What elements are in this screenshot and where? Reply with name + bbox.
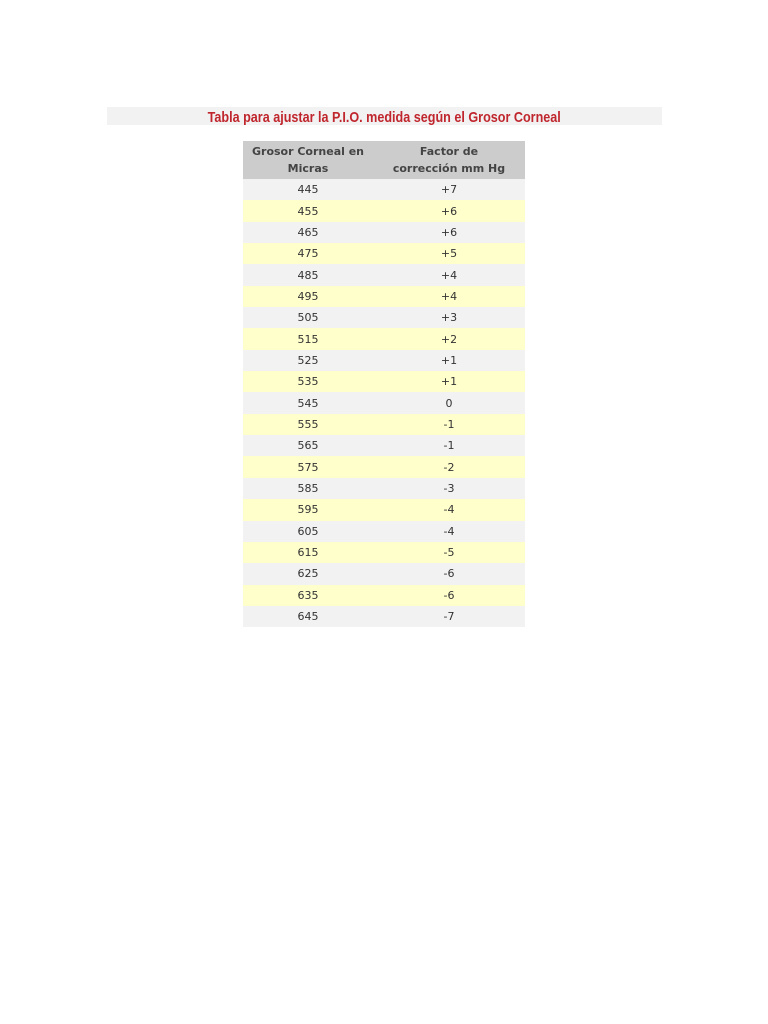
header-factor-line2: corrección mm Hg <box>392 162 506 175</box>
table-row <box>243 414 525 435</box>
table-row <box>243 435 525 456</box>
cell-grosor: 605 <box>243 521 373 542</box>
cell-factor: +1 <box>373 371 525 392</box>
cell-grosor: 555 <box>243 414 373 435</box>
table-header <box>243 141 525 179</box>
table-row <box>243 179 525 200</box>
cell-grosor: 545 <box>243 392 373 413</box>
cell-factor: +2 <box>373 328 525 349</box>
cell-grosor: 625 <box>243 563 373 584</box>
cell-factor: +7 <box>373 179 525 200</box>
table-row <box>243 478 525 499</box>
table-row <box>243 307 525 328</box>
cell-factor: +6 <box>373 200 525 221</box>
cell-grosor: 535 <box>243 371 373 392</box>
cell-factor: 0 <box>373 392 525 413</box>
header-factor <box>373 141 525 179</box>
cell-grosor: 505 <box>243 307 373 328</box>
cell-grosor: 635 <box>243 585 373 606</box>
cell-factor: -5 <box>373 542 525 563</box>
table-row <box>243 606 525 627</box>
table-row <box>243 200 525 221</box>
table-row <box>243 222 525 243</box>
cell-grosor: 595 <box>243 499 373 520</box>
cell-grosor: 495 <box>243 286 373 307</box>
header-factor-line1: Factor de <box>419 145 479 158</box>
cell-factor: +4 <box>373 264 525 285</box>
correction-table-container <box>243 141 525 627</box>
cell-grosor: 465 <box>243 222 373 243</box>
table-row <box>243 243 525 264</box>
cell-factor: -4 <box>373 499 525 520</box>
cell-grosor: 485 <box>243 264 373 285</box>
cell-factor: +4 <box>373 286 525 307</box>
cell-factor: -1 <box>373 435 525 456</box>
cell-factor: +3 <box>373 307 525 328</box>
table-row <box>243 350 525 371</box>
table-row <box>243 392 525 413</box>
cell-factor: -2 <box>373 456 525 477</box>
table-row <box>243 542 525 563</box>
header-grosor-line1: Grosor Corneal en <box>251 145 365 158</box>
cell-factor: -6 <box>373 585 525 606</box>
table-body <box>243 179 525 627</box>
table-row <box>243 286 525 307</box>
table-row <box>243 264 525 285</box>
cell-factor: +6 <box>373 222 525 243</box>
cell-factor: -6 <box>373 563 525 584</box>
title-bar <box>107 107 662 125</box>
header-row <box>243 141 525 179</box>
cell-grosor: 525 <box>243 350 373 371</box>
table-row <box>243 456 525 477</box>
table-row <box>243 328 525 349</box>
cell-grosor: 645 <box>243 606 373 627</box>
cell-grosor: 455 <box>243 200 373 221</box>
table-row <box>243 521 525 542</box>
cell-factor: -1 <box>373 414 525 435</box>
cell-factor: -3 <box>373 478 525 499</box>
header-grosor-line2: Micras <box>287 162 329 175</box>
cell-grosor: 445 <box>243 179 373 200</box>
table-row <box>243 499 525 520</box>
cell-grosor: 575 <box>243 456 373 477</box>
table-row <box>243 585 525 606</box>
cell-factor: -7 <box>373 606 525 627</box>
cell-grosor: 515 <box>243 328 373 349</box>
cell-factor: -4 <box>373 521 525 542</box>
cell-grosor: 615 <box>243 542 373 563</box>
table-row <box>243 563 525 584</box>
cell-grosor: 565 <box>243 435 373 456</box>
header-grosor <box>243 141 373 179</box>
correction-table <box>243 141 525 627</box>
cell-grosor: 475 <box>243 243 373 264</box>
table-row <box>243 371 525 392</box>
page-title: Tabla para ajustar la P.I.O. medida según el Grosor Corneal <box>207 109 562 126</box>
cell-factor: +1 <box>373 350 525 371</box>
cell-factor: +5 <box>373 243 525 264</box>
cell-grosor: 585 <box>243 478 373 499</box>
